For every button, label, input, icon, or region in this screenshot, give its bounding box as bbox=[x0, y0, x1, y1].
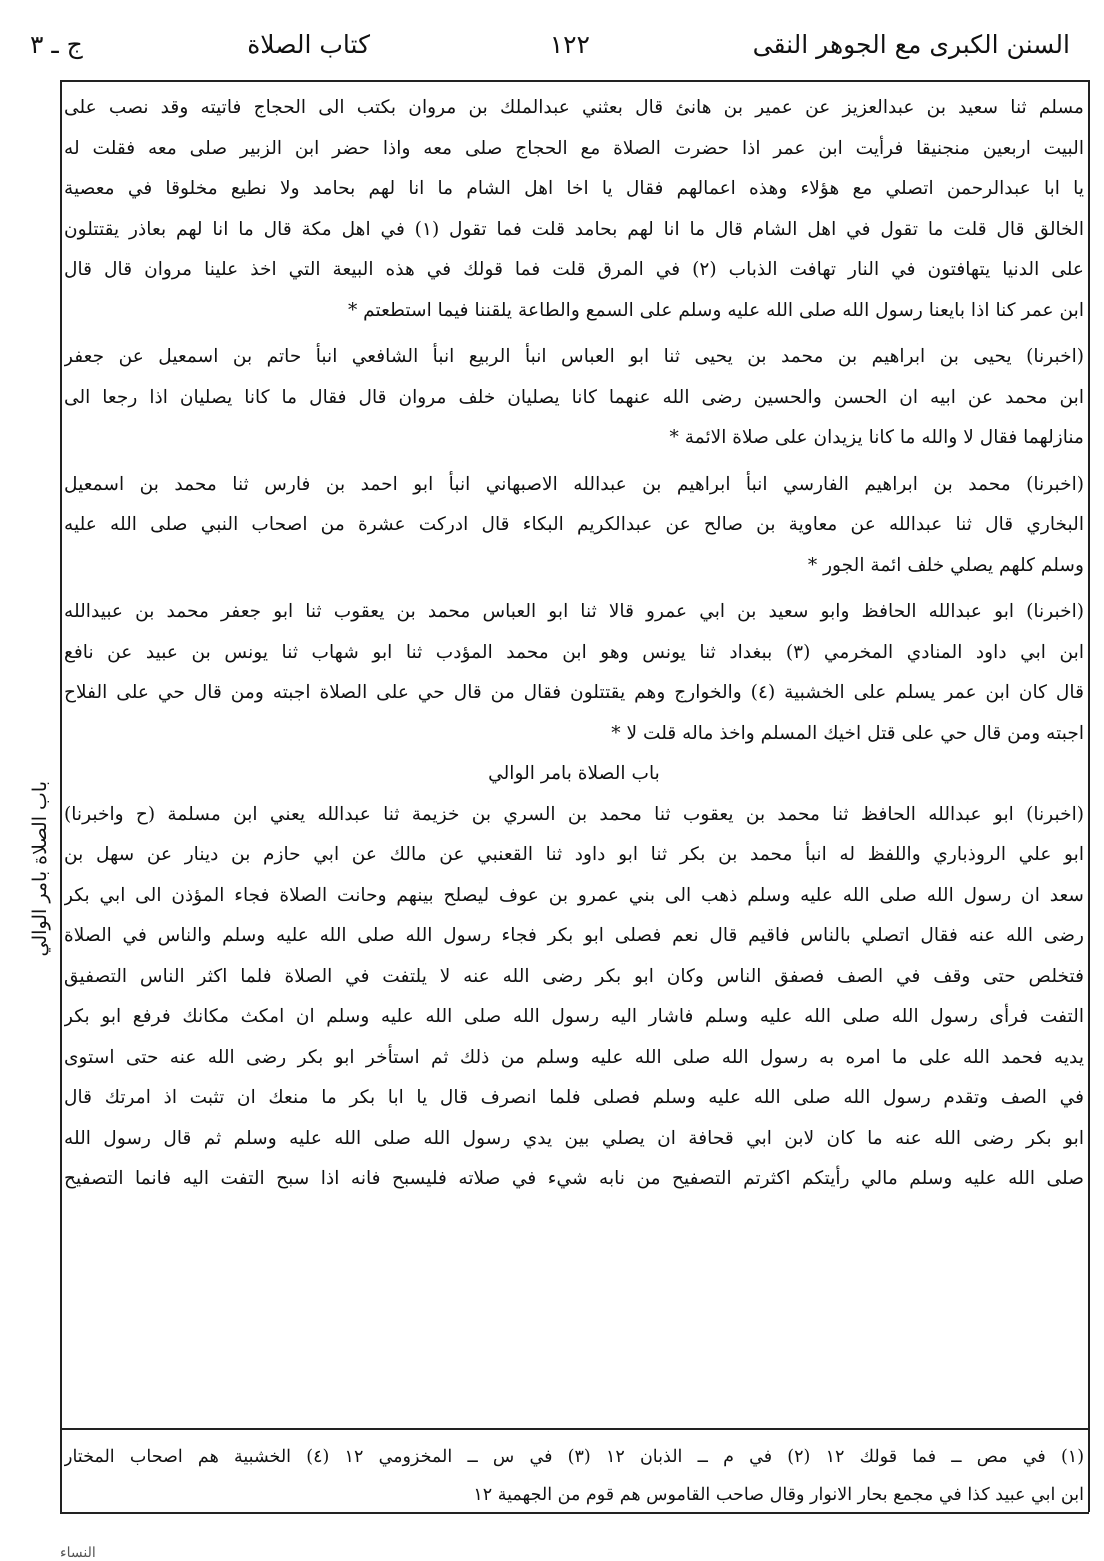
text-line: (اخبرنا) ابو عبدالله الحافظ وابو سعيد بن ابي عمرو قالا ثنا ابو العباس محمد بن يعقوب ثنا ابو جعفر محمد بن عبيدالله bbox=[64, 601, 1084, 622]
section-heading: باب الصلاة بامر الوالي bbox=[488, 763, 660, 784]
text-line: يا ابا عبدالرحمن اتصلي مع هؤلاء وهذه اعمالهم فقال يا اخا اهل الشام ما انا لهم بحامد ولا نطيع مخلوقا في معصية bbox=[64, 178, 1084, 199]
footnote-rule bbox=[60, 1428, 1089, 1430]
page-number: ١٢٢ bbox=[549, 30, 590, 59]
text-line: البخاري قال ثنا عبدالله عن معاوية بن صالح عن عبدالكريم البكاء قال ادركت عشرة من اصحاب النبي صلى الله عليه bbox=[64, 514, 1084, 535]
text-line: منازلهما فقال لا والله ما كانا يزيدان على صلاة الائمة * bbox=[669, 427, 1084, 448]
text-line: (اخبرنا) يحيى بن ابراهيم بن محمد بن يحيى ثنا ابو العباس انبأ الربيع انبأ الشافعي انبأ حاتم بن اسمعيل عن جعفر bbox=[64, 346, 1084, 367]
text-line: رضى الله عنه فقال اتصلي بالناس فاقيم قال نعم فصلى ابو بكر فجاء رسول الله صلى الله عليه وسلم والناس في الصلاة bbox=[64, 925, 1084, 946]
margin-section-title bbox=[29, 781, 51, 957]
text-line: ابن محمد عن ابيه ان الحسن والحسين رضى الله عنهما كانا يصليان خلف مروان قال فقال ما كانا يصليان اذا رجعا الى bbox=[64, 386, 1084, 408]
bottom-fragment: النساء bbox=[60, 1545, 96, 1561]
text-line: فتخلص حتى وقف في الصف فصفق الناس وكان ابو بكر رضى الله عنه لا يلتفت في الصلاة فلما اكثر الناس التصفيق bbox=[64, 965, 1084, 987]
running-header bbox=[30, 26, 1070, 74]
text-line: وسلم كلهم يصلي خلف ائمة الجور * bbox=[807, 554, 1084, 576]
text-line: البيت اربعين منجنيقا فرأيت ابن عمر اذا حضرت الصلاة مع الحجاج صلى معه واذا حضر ابن الزبير صلى معه فقلت له bbox=[64, 137, 1084, 159]
text-line: ابو بكر رضى الله عنه ما كان لابن ابي قحافة ان يصلي بين يدي رسول الله صلى الله عليه وسلم ثم قال رسول الله bbox=[64, 1127, 1084, 1149]
right-frame-rule bbox=[1088, 80, 1090, 1512]
text-line: قال كان ابن عمر يسلم على الخشبية (٤) والخوارج وهم يقتتلون فقال من قال حي على الصلاة اجبته ومن قال حي على الفلاح bbox=[64, 682, 1084, 703]
text-line: ابن ابي داود المنادي المخرمي (٣) ببغداد ثنا يونس وهو ابن محمد المؤدب ثنا ابو شهاب ثنا يونس بن عبيد عن نافع bbox=[64, 641, 1084, 663]
text-line: (اخبرنا) ابو عبدالله الحافظ ثنا محمد بن يعقوب ثنا محمد بن السري بن خزيمة ثنا عبدالله يعني ابن مسلمة (ح واخبرنا) bbox=[64, 803, 1084, 825]
header-rule bbox=[60, 80, 1089, 82]
text-line: (اخبرنا) محمد بن ابراهيم الفارسي انبأ ابراهيم بن عبدالله الاصبهاني انبأ ابو احمد بن فارس ثنا محمد بن اسمعيل bbox=[64, 473, 1084, 495]
text-line: صلى الله عليه وسلم مالي رأيتكم اكثرتم التصفيح من نابه شيء في صلاته فليسبح فانه اذا سبح التفت اليه فانما التصفيح bbox=[64, 1168, 1084, 1189]
text-line: الخالق قال قلت ما تقول في اهل الشام قال ما انا لهم بحامد قلت فما تقول (١) في اهل مكة قال ما انا لهم بعاذر يقتتلون bbox=[64, 218, 1084, 240]
text-line: يديه فحمد الله على ما امره به رسول الله صلى الله عليه وسلم من ذلك ثم استأخر ابو بكر رضى الله عنه حتى استوى bbox=[64, 1046, 1084, 1068]
text-line: ابو علي الروذباري واللفظ له انبأ محمد بن بكر ثنا ابو داود ثنا القعنبي عن مالك عن ابي حازم بن دينار عن سهل بن bbox=[64, 844, 1084, 865]
left-frame-rule bbox=[60, 80, 62, 1512]
text-line: ابن عمر كنا اذا بايعنا رسول الله صلى الله عليه وسلم على السمع والطاعة يلقننا فيما استطعتم * bbox=[347, 299, 1084, 321]
text-line: اجبته ومن قال حي على قتل اخيك المسلم واخذ ماله قلت لا * bbox=[611, 722, 1084, 744]
footnote-line: (١) في مص ــ فما قولك ١٢ (٢) في م ــ الذبان ١٢ (٣) في س ــ المخزومي ١٢ (٤) الخشبية هم اصحاب المختار bbox=[64, 1447, 1084, 1467]
text-line: التفت فرأى رسول الله صلى الله عليه وسلم فاشار اليه رسول الله صلى الله عليه وسلم ان امكث مكانك فرفع ابو بكر bbox=[64, 1006, 1084, 1027]
footnotes bbox=[64, 1438, 1084, 1514]
margin-title-text: باب الصلاة بامر الوالي bbox=[29, 781, 51, 957]
text-line: مسلم ثنا سعيد بن عبدالعزيز عن عمير بن هانئ قال بعثني عبدالملك بن مروان بكتب الى الحجاج فاتيته وقد نصب على bbox=[64, 97, 1084, 118]
main-text bbox=[64, 88, 1084, 1426]
text-line: على الدنيا يتهافتون في النار تهافت الذباب (٢) في المرق قلت فما قولك في هذه البيعة التي اخذ علينا مروان قال قال bbox=[64, 259, 1084, 280]
text-line: سعد ان رسول الله صلى الله عليه وسلم ذهب الى بني عمرو بن عوف ليصلح بينهم وحانت الصلاة فجاء المؤذن الى ابي بكر bbox=[64, 884, 1084, 906]
text-line: في الصف وتقدم رسول الله صلى الله عليه وسلم فصلى فلما انصرف قال يا ابا بكر ما منعك ان تثبت اذ امرتك قال bbox=[64, 1087, 1084, 1108]
book-title: السنن الكبرى مع الجوهر النقى bbox=[752, 30, 1070, 59]
footnote-line: ابن ابي عبيد كذا في مجمع بحار الانوار وقال صاحب القاموس هم قوم من الجهمية ١٢ bbox=[473, 1485, 1084, 1505]
volume-label: ج ـ ٣ bbox=[30, 30, 83, 59]
chapter-title: كتاب الصلاة bbox=[247, 30, 370, 59]
